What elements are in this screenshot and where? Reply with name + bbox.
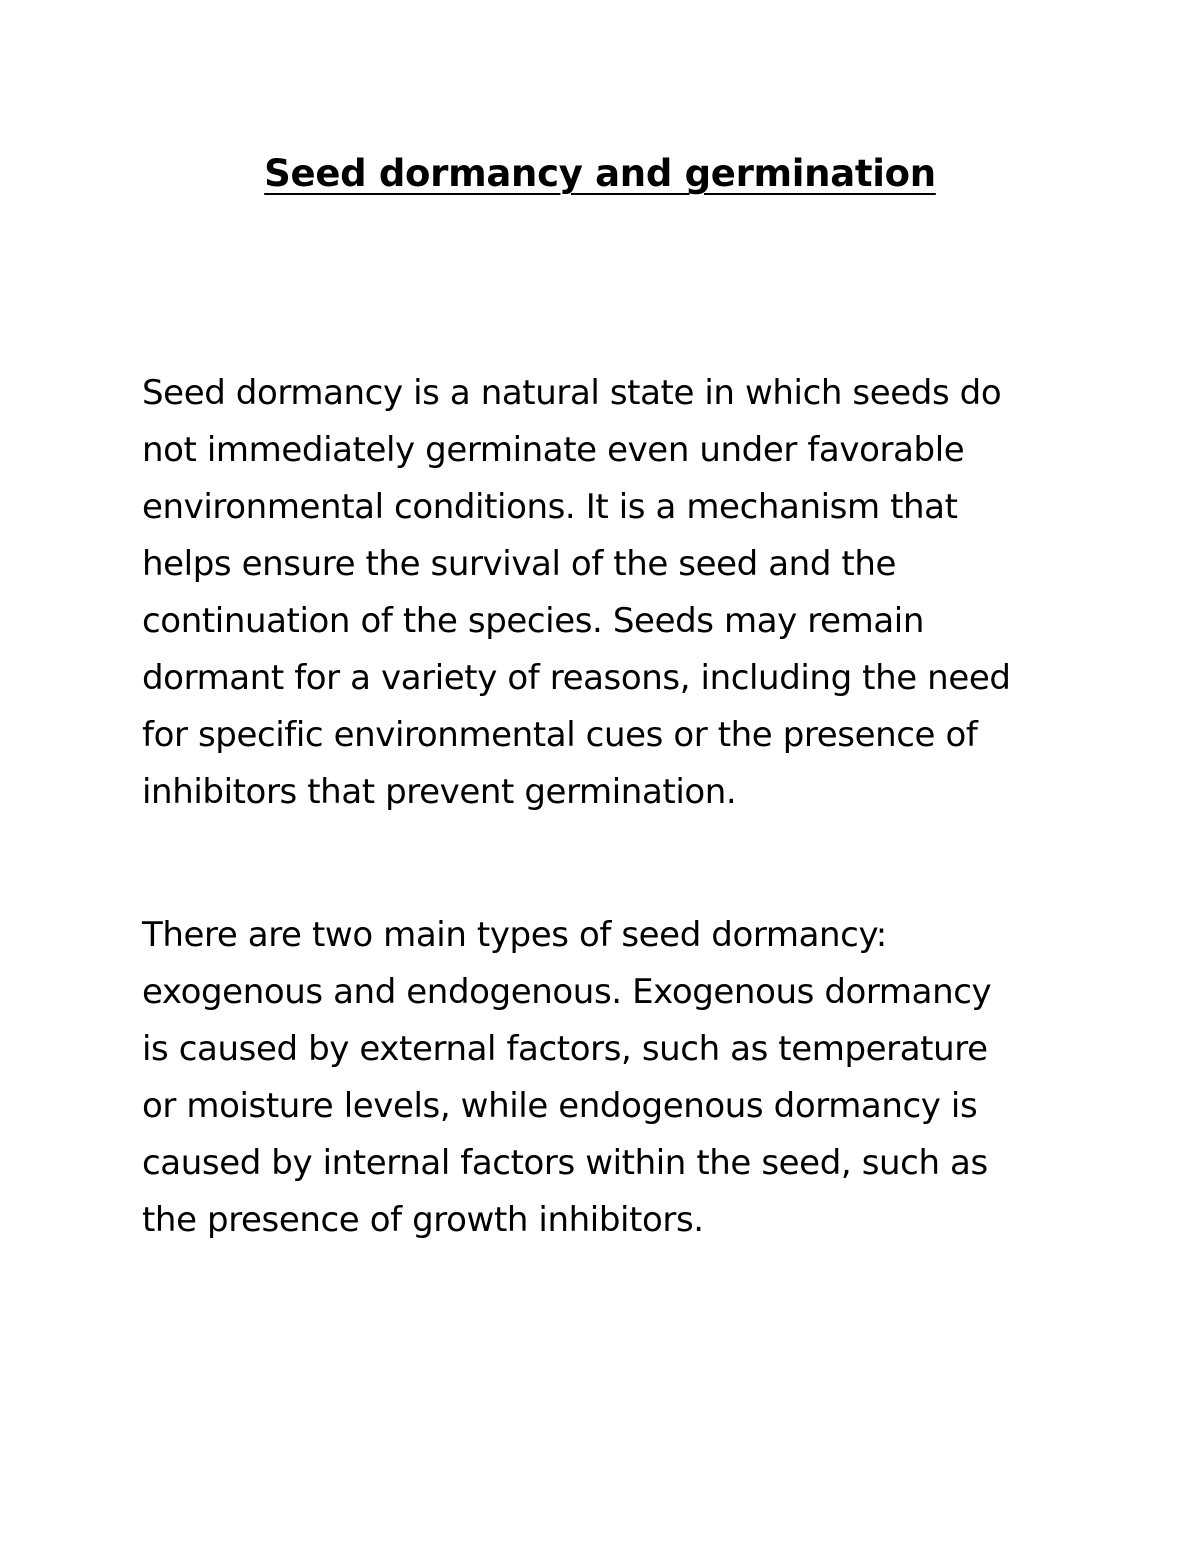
paragraph-line: Seed dormancy is a natural state in which seeds do <box>142 373 1002 413</box>
paragraph-line: not immediately germinate even under favorable <box>142 430 965 470</box>
paragraph-line: is caused by external factors, such as temperature <box>142 1029 988 1069</box>
paragraph-line: continuation of the species. Seeds may remain <box>142 601 924 641</box>
paragraph-line: exogenous and endogenous. Exogenous dormancy <box>142 972 992 1012</box>
paragraph-1 <box>142 365 1072 821</box>
paragraph-line: dormant for a variety of reasons, including the need <box>142 658 1011 698</box>
paragraph-line: There are two main types of seed dormancy: <box>142 915 887 955</box>
paragraph-line: environmental conditions. It is a mechanism that <box>142 487 958 527</box>
paragraph-2 <box>142 907 1072 1249</box>
paragraph-line: inhibitors that prevent germination. <box>142 772 737 812</box>
paragraph-line: caused by internal factors within the seed, such as <box>142 1143 988 1183</box>
paragraph-line: helps ensure the survival of the seed and the <box>142 544 897 584</box>
paragraph-line: or moisture levels, while endogenous dormancy is <box>142 1086 978 1126</box>
paragraph-line: the presence of growth inhibitors. <box>142 1200 704 1240</box>
paragraph-line: for specific environmental cues or the presence of <box>142 715 978 755</box>
document-title: Seed dormancy and germination <box>264 152 936 195</box>
